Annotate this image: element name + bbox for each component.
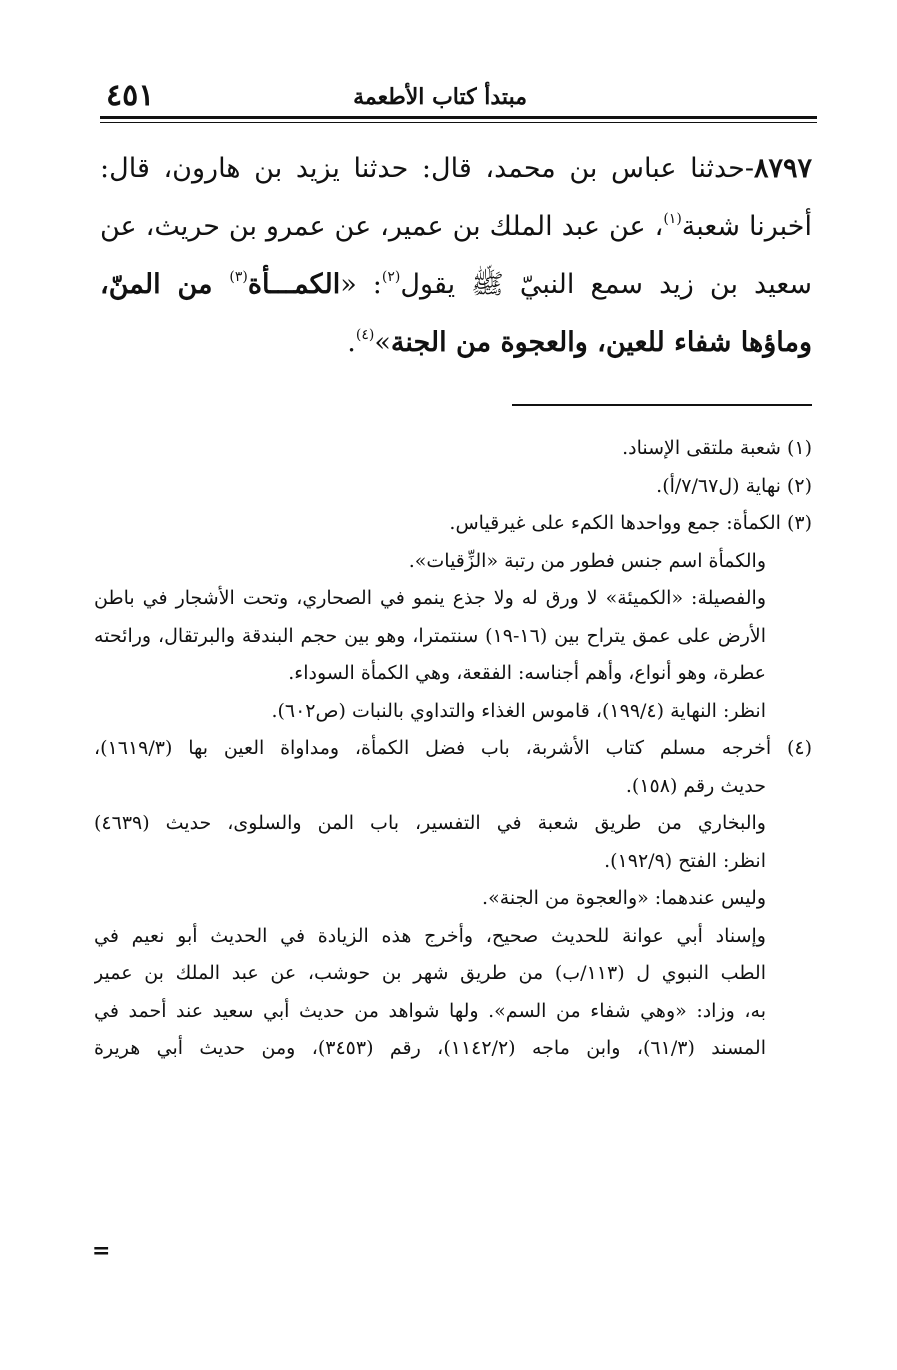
footnote-line: المسند (٦١/٣)، وابن ماجه (١١٤٢/٢)، رقم (٣٤٥٣)، ومن حديث أبي هريرة [94,1037,766,1059]
isnad-part-3: : « [340,269,382,300]
footnote-line: الطب النبوي ل (١١٣/ب) من طريق شهر بن حوشب، عن عبد الملك بن عمير [94,962,766,984]
footnote-line: انظر: النهاية (١٩٩/٤)، قاموس الغذاء والتداوي بالنبات (ص٦٠٢). [271,699,766,722]
footnote-line: (٣) الكمأة: جمع وواحدها الكمء على غيرقياس. [449,512,812,534]
hadith-number: ٨٧٩٧ [753,153,812,184]
closing-quote: » [374,327,391,358]
footnote-line: حديث رقم (١٥٨). [625,774,766,797]
isnad-part-2: ، عن عبد الملك بن عمير، عن عمرو بن حريث، عن سعيد بن زيد سمع النبيّ ﷺ يقول [100,211,813,300]
hadith-text [100,140,812,372]
footnote-line: عطرة، وهو أنواع، وأهم أجناسه: الفقعة، وهي الكمأة السوداء. [288,662,766,684]
footnote-line: به، وزاد: «وهي شفاء من السم». ولها شواهد من حديث أبي سعيد عند أحمد في [94,999,766,1022]
footnotes [94,430,812,1068]
matn-part-1: الكمـــأة [247,269,341,300]
footnote-separator [512,404,812,406]
footnote-line: الأرض على عمق يتراح بين (١٦-١٩) سنتمترا، وهو بين حجم البندقة والبرتقال، ورائحته [94,624,766,647]
footnote-line: انظر: الفتح (١٩٢/٩). [604,849,766,872]
footnote-line: (٤) أخرجه مسلم كتاب الأشربة، باب فضل الكمأة، ومداواة العين بها (١٦١٩/٣)، [94,737,812,759]
footnote-line: وإسناد أبي عوانة للحديث صحيح، وأخرج هذه الزيادة في الحديث أبو نعيم في [94,924,766,947]
sentence-end: . [347,327,356,358]
footnote-line: (٢) نهاية (ل٧/٦٧/أ). [656,474,812,497]
footnote-ref-1[interactable]: (١) [663,211,682,227]
page-number: ٤٥١ [106,78,155,113]
footnote-line: والكمأة اسم جنس فطور من رتبة «الزِّقيات». [408,549,766,572]
footnote-line: (١) شعبة ملتقى الإسناد. [622,437,812,459]
isnad-part-1: -حدثنا عباس بن محمد، قال: حدثنا يزيد بن هارون، قال: أخبرنا شعبة [100,153,812,242]
footnote-ref-3[interactable]: (٣) [229,269,248,285]
header-rule-thick [100,116,817,119]
running-header [100,78,812,114]
matn-part-2: من المنّ، وماؤها شفاء للعين، والعجوة من الجنة [100,269,812,358]
footnote-line: والبخاري من طريق شعبة في التفسير، باب المن والسلوى، حديث (٤٦٣٩) [94,812,766,834]
chapter-title: مبتدأ كتاب الأطعمة [353,84,527,110]
footnote-ref-2[interactable]: (٢) [381,269,401,285]
header-rule-thin [100,122,817,123]
footnote-line: والفصيلة: «الكميئة» لا ورق له ولا جذع ينمو في الصحاري، وتحت الأشجار في باطن [94,587,766,609]
footnote-ref-4[interactable]: (٤) [355,327,375,343]
continuation-mark: = [92,1238,111,1264]
footnote-line: وليس عندهما: «والعجوة من الجنة». [482,887,766,909]
